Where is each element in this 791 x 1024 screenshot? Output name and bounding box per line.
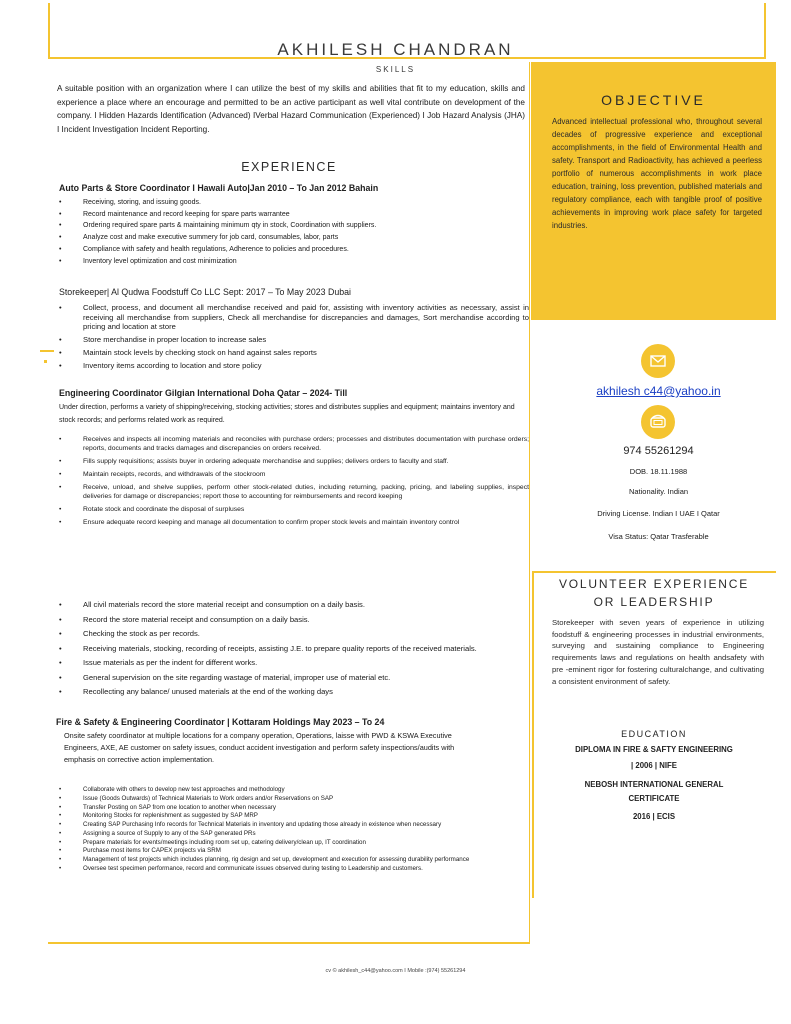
job-bullets	[55, 303, 529, 374]
email-link[interactable]: akhilesh c44@yahoo.in	[596, 384, 721, 398]
list-item: • Compliance with safety and health regulations, Adherence to policies and procedures.	[55, 244, 525, 256]
list-item: • Prepare materials for events/meetings including room set up, catering delivery/clean up, IT coordination	[55, 839, 529, 847]
envelope-icon	[641, 344, 675, 378]
list-item: • Rotate stock and coordinate the disposal of surpluses	[55, 506, 529, 515]
list-item: • Creating SAP Purchasing Info records for Technical Materials in inventory and updating those already in existence when necessary	[55, 821, 529, 829]
list-item: • Ensure adequate record keeping and manage all documentation to confirm proper stock levels and maintain inventory control	[55, 519, 529, 528]
driving-license: Driving License. Indian I UAE I Qatar	[597, 509, 720, 518]
volunteer-heading	[532, 575, 776, 611]
list-item: • Purchase most items for CAPEX projects via SRM	[55, 847, 529, 855]
education-heading: EDUCATION	[621, 729, 687, 739]
list-item: • Inventory items according to location and store policy	[55, 361, 529, 371]
list-item: • Fills supply requisitions; assists buyer in ordering adequate merchandise and supplies; delivers orders to faculty and staff.	[55, 458, 529, 467]
list-item: • Management of test projects which includes planning, rig design and set up, development and execution for assessing durability performance	[55, 856, 529, 864]
list-item: • Transfer Posting on SAP from one location to another when necessary	[55, 804, 529, 812]
volunteer-heading-line: OR LEADERSHIP	[593, 595, 715, 609]
list-item: • Store merchandise in proper location to increase sales	[55, 335, 529, 345]
list-item: • Issue (Goods Outwards) of Technical Materials to Work orders and/or Reservations on SAP	[55, 795, 529, 803]
experience-heading: EXPERIENCE	[241, 160, 337, 174]
list-item: • Record maintenance and record keeping for spare parts warrantee	[55, 209, 525, 221]
list-item: • Maintain stock levels by checking stock on hand against sales reports	[55, 348, 529, 358]
list-item: • Receiving, storing, and issuing goods.	[55, 197, 525, 209]
list-item: • Monitoring Stocks for replenishment as suggested by SAP MRP	[55, 812, 529, 820]
visa-status: Visa Status: Qatar Trasferable	[608, 532, 709, 541]
date-of-birth: DOB. 18.11.1988	[629, 467, 688, 476]
decorative-dash	[40, 350, 54, 352]
degree-meta: 2016 | ECIS	[632, 812, 676, 821]
job-intro: Under direction, performs a variety of shipping/receiving, stocking activities; stores and distributes supplies and equipment; maintains inventory and stock records; and performs related work as required.	[59, 404, 515, 424]
list-item: • Collaborate with others to develop new test approaches and methodology	[55, 786, 529, 794]
skills-heading: SKILLS	[375, 65, 416, 74]
list-item: • All civil materials record the store material receipt and consumption on a daily basis.	[55, 600, 529, 610]
degree-name: CERTIFICATE	[628, 794, 680, 803]
list-item: • Receive, unload, and shelve supplies, perform other stock-related duties, including returning, packing, pricing, and labeling supplies, inspect deliveries for damage or discrepancies; report those to accounting for reimbursements and record keeping	[55, 484, 529, 501]
list-item: • Ordering required spare parts & maintaining minimum qty in stock, Coordination with suppliers.	[55, 220, 525, 232]
nationality: Nationality. Indian	[628, 487, 689, 496]
volunteer-heading-line: VOLUNTEER EXPERIENCE	[558, 577, 750, 591]
job-title: Auto Parts & Store Coordinator I Hawali Auto|Jan 2010 – To Jan 2012 Bahain	[59, 183, 379, 193]
list-item: • Oversee test specimen performance, record and communicate issues observed during testing to Leadership and customers.	[55, 865, 529, 873]
degree-name: DIPLOMA IN FIRE & SAFTY ENGINEERING	[575, 745, 733, 754]
list-item: • Receives and inspects all incoming materials and reconciles with purchase orders; processes and distributes documentation with purchase orders; reports, documents and tracks damages and discrepancies on orders received.	[55, 436, 529, 453]
degree-meta: | 2006 | NIFE	[631, 761, 677, 770]
job-bullets-large	[55, 600, 529, 702]
phone-number: 974 55261294	[623, 445, 694, 457]
list-item: • Collect, process, and document all merchandise received and paid for, assisting with inventory activities as necessary, assist in receiving all merchandise from suppliers, Check all merchandise for discrepancies and damages, Sort merchandise according to pricing and location at store	[55, 303, 529, 332]
list-item: • Inventory level optimization and cost minimization	[55, 256, 525, 268]
decorative-dot	[44, 360, 47, 363]
list-item: • Receiving materials, stocking, recording of receipts, assisting J.E. to prepare quality reports of the received materials.	[55, 644, 529, 654]
job-title: Fire & Safety & Engineering Coordinator | Kottaram Holdings May 2023 – To 24	[56, 717, 385, 727]
phone-icon	[641, 405, 675, 439]
list-item: • Assigning a source of Supply to any of the SAP generated PRs	[55, 830, 529, 838]
job-intro: Onsite safety coordinator at multiple locations for a company operation, Operations, laisse with PWD & KSWA Executive Engineers, AXE, AE customer on safety issues, conduct accident investigation and perform safety inspections/audits with emphasis on corrective action implementation.	[64, 731, 455, 764]
list-item: • Analyze cost and make executive summery for job card, consumables, labor, parts	[55, 232, 525, 244]
list-item: • General supervision on the site regarding wastage of material, improper use of material etc.	[55, 673, 529, 683]
degree-name: NEBOSH INTERNATIONAL GENERAL	[584, 780, 724, 789]
summary-paragraph: A suitable position with an organization where I can utilize the best of my skills and abilities that fit to my education, skills and experience a place where an encourage and permitted to be an active participant as well vital contribute on development of the company. I Hidden Hazards Identification (Advanced) IVerbal Hazard Communication (Experienced) I Job Hazard Analysis (JHA) I Incident Investigation Incident Reporting.	[57, 84, 525, 134]
list-item: • Issue materials as per the indent for different works.	[55, 658, 529, 668]
list-item: • Recollecting any balance/ unused materials at the end of the working days	[55, 687, 529, 697]
job-bullets-small	[55, 436, 529, 533]
job-bullets	[55, 197, 525, 267]
list-item: • Maintain receipts, records, and withdrawals of the stockroom	[55, 471, 529, 480]
page-footer: cv © akhilesh_c44@yahoo.com I Mobile :(974) 55261294	[325, 968, 466, 974]
job-title: Engineering Coordinator Gilgian International Doha Qatar – 2024- Till	[59, 388, 348, 398]
job-bullets	[55, 786, 529, 874]
objective-heading: OBJECTIVE	[601, 92, 706, 108]
list-item: • Checking the stock as per records.	[55, 629, 529, 639]
list-item: • Record the store material receipt and consumption on a daily basis.	[55, 615, 529, 625]
objective-text: Advanced intellectual professional who, throughout several decades of progressive experience and exceptional accomplishments, in the field of Environmental Health and safety. Transport and Radioactivity, has achieved a peerless portfolio of numerous accomplishments in work place education, training, loss prevention, published materials and regulatory compliance, each with tangible proof of positive achievements in improving work place safety for targeted industries.	[552, 117, 762, 230]
candidate-name: AKHILESH CHANDRAN	[277, 40, 514, 59]
volunteer-text: Storekeeper with seven years of experience in utilizing foodstuff & engineering processes in industrial environments, surveying and sustaining compliance to Engineering requirements laws and regulations on health andsafety with pre -eminent rigor for fostering culturalchange, and cultivating a consistent environment of safety.	[552, 618, 764, 686]
job-title: Storekeeper| Al Qudwa Foodstuff Co LLC Sept: 2017 – To May 2023 Dubai	[59, 287, 351, 297]
